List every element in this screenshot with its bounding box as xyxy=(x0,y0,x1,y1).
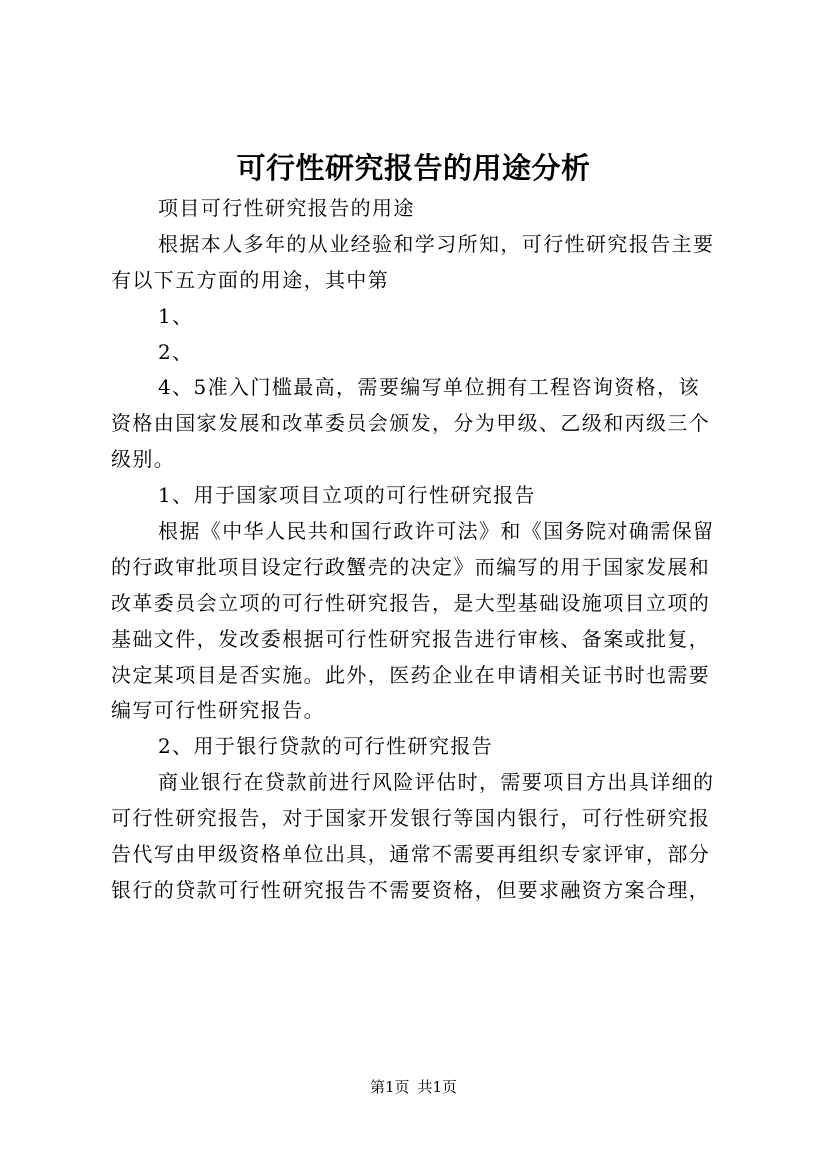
page-number: 第1页 xyxy=(369,1078,410,1096)
text-line: 项目可行性研究报告的用途 xyxy=(158,196,415,220)
text-line: 1、用于国家项目立项的可行性研究报告 xyxy=(158,483,536,508)
text-line: 2、用于银行贷款的可行性研究报告 xyxy=(158,734,494,759)
text-line: 资格由国家发展和改革委员会颁发，分为甲级、乙级和丙级三个 xyxy=(111,411,711,436)
page-footer xyxy=(0,1076,827,1098)
text-line: 2、 xyxy=(158,339,194,364)
text-line: 根据《中华人民共和国行政许可法》和《国务院对确需保留 xyxy=(158,519,715,544)
text-line: 有以下五方面的用途，其中第 xyxy=(111,267,390,292)
text-line: 的行政审批项目设定行政蟹壳的决定》而编写的用于国家发展和 xyxy=(111,554,711,579)
text-line: 级别。 xyxy=(111,447,176,472)
text-line: 改革委员会立项的可行性研究报告，是大型基础设施项目立项的 xyxy=(111,590,711,615)
text-line: 基础文件，发改委根据可行性研究报告进行审核、备案或批复， xyxy=(111,626,711,651)
text-line: 编写可行性研究报告。 xyxy=(111,698,325,723)
text-line: 商业银行在贷款前进行风险评估时，需要项目方出具详细的 xyxy=(158,770,715,795)
text-line: 1、 xyxy=(158,303,194,328)
text-line: 银行的贷款可行性研究报告不需要资格，但要求融资方案合理， xyxy=(111,877,711,902)
text-line: 告代写由甲级资格单位出具，通常不需要再组织专家评审，部分 xyxy=(111,842,711,867)
text-line: 根据本人多年的从业经验和学习所知，可行性研究报告主要 xyxy=(158,231,715,256)
document-body xyxy=(111,191,751,909)
page-title: 可行性研究报告的用途分析 xyxy=(236,151,591,185)
text-line: 可行性研究报告，对于国家开发银行等国内银行，可行性研究报 xyxy=(111,806,711,831)
text-line: 4、5准入门槛最高，需要编写单位拥有工程咨询资格，该 xyxy=(158,375,700,400)
page-total: 共1页 xyxy=(417,1078,458,1096)
text-line: 决定某项目是否实施。此外，医药企业在申请相关证书时也需要 xyxy=(111,662,711,687)
